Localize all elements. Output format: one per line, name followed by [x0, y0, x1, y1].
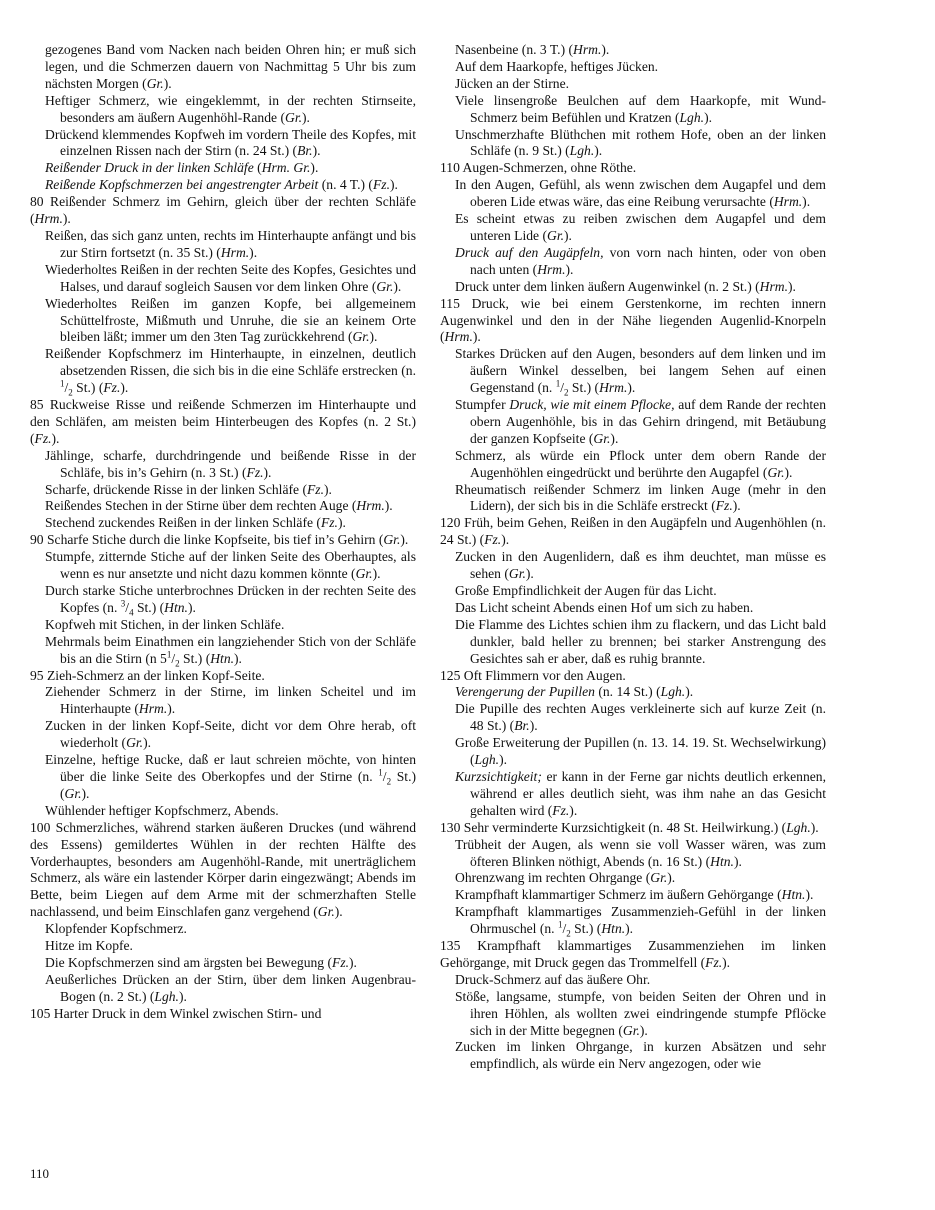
symptom-entry: Viele linsengroße Beulchen auf dem Haarkopfe, mit Wund-Schmerz beim Befühlen und Kratzen (Lgh.). [455, 92, 826, 125]
symptom-entry: Druck unter dem linken äußern Augenwinkel (n. 2 St.) (Hrm.). [455, 278, 796, 294]
symptom-entry: In den Augen, Gefühl, als wenn zwischen dem Augapfel und dem oberen Lide etwas wäre, das eine Reibung verursachte (Hrm.). [455, 177, 826, 210]
symptom-entry: Hitze im Kopfe. [45, 938, 133, 954]
symptom-entry: Heftiger Schmerz, wie eingeklemmt, in der rechten Stirnseite, besonders am äußern Augenhöhl-Rande (Gr.). [45, 92, 416, 125]
symptom-entry: Ohrenzwang im rechten Ohrgange (Gr.). [455, 870, 676, 886]
symptom-entry: Starkes Drücken auf den Augen, besonders auf dem linken und im äußern Winkel desselben, bei langem Sehen auf einen Gegenstand (n. $^1/_2$ St.) (Hrm.). [455, 346, 826, 398]
symptom-entry: 105 Harter Druck in dem Winkel zwischen Stirn- und [30, 1005, 322, 1021]
symptom-entry: Verengerung der Pupillen (n. 14 St.) (Lgh.). [455, 684, 694, 700]
symptom-entry: Die Kopfschmerzen sind am ärgsten bei Bewegung (Fz.). [45, 954, 357, 970]
symptom-entry: Aeußerliches Drücken an der Stirn, über dem linken Augenbrau-Bogen (n. 2 St.) (Lgh.). [45, 971, 416, 1004]
symptom-entry: Zucken in der linken Kopf-Seite, dicht vor dem Ohre herab, oft wiederholt (Gr.). [45, 718, 416, 751]
symptom-entry: Trübheit der Augen, als wenn sie voll Wasser wären, was zum öfteren Blinken nöthigt, Abends (n. 16 St.) (Htn.). [455, 836, 826, 869]
symptom-entry: Wiederholtes Reißen in der rechten Seite des Kopfes, Gesichtes und Halses, und darauf sogleich Sausen vor dem linken Ohre (Gr.). [45, 261, 416, 294]
symptom-entry: Jählinge, scharfe, durchdringende und beißende Risse in der Schläfe, bis in’s Gehirn (n. 3 St.) (Fz.). [45, 447, 416, 480]
symptom-entry: 95 Zieh-Schmerz an der linken Kopf-Seite. [30, 667, 265, 683]
symptom-entry: Druck auf den Augäpfeln, von vorn nach hinten, oder von oben nach unten (Hrm.). [455, 244, 826, 277]
left-column [30, 42, 416, 1023]
symptom-entry: Kopfweh mit Stichen, in der linken Schläfe. [45, 616, 285, 632]
symptom-entry: Wiederholtes Reißen im ganzen Kopfe, bei allgemeinem Schüttelfroste, Mißmuth und Unruhe, die sie an keinem Orte bleiben läßt; immer um den 3ten Tag zurückkehrend (Gr.). [45, 295, 416, 345]
symptom-entry: Das Licht scheint Abends einen Hof um sich zu haben. [455, 599, 754, 615]
symptom-entry: Krampfhaft klammartiges Zusammenzieh-Gefühl in der linken Ohrmuschel (n. $^1/_2$ St.) (Htn.). [455, 904, 826, 939]
symptom-entry: Stöße, langsame, stumpfe, von beiden Seiten der Ohren und in ihren Höhlen, als wollten zwei eindringende stumpfe Pflöcke sich in der Mitte begegnen (Gr.). [455, 988, 826, 1038]
symptom-entry: Stechend zuckendes Reißen in der linken Schläfe (Fz.). [45, 515, 346, 531]
symptom-entry: 130 Sehr verminderte Kurzsichtigkeit (n. 48 St. Heilwirkung.) (Lgh.). [440, 819, 819, 835]
symptom-entry: Zucken in den Augenlidern, daß es ihm deuchtet, man müsse es sehen (Gr.). [455, 549, 826, 582]
symptom-entry: Reißendes Stechen in der Stirne über dem rechten Auge (Hrm.). [45, 498, 393, 514]
symptom-entry: Wühlender heftiger Kopfschmerz, Abends. [45, 802, 279, 818]
symptom-entry: 120 Früh, beim Gehen, Reißen in den Augäpfeln und Augenhöhlen (n. 24 St.) (Fz.). [440, 515, 826, 548]
symptom-entry: Nasenbeine (n. 3 T.) (Hrm.). [455, 42, 610, 57]
symptom-entry: 85 Ruckweise Risse und reißende Schmerzen im Hinterhaupte und den Schläfen, am meisten beim Hinterbeugen des Kopfes (n. 2 St.) (Fz.). [30, 397, 416, 446]
symptom-entry: Ziehender Schmerz in der Stirne, im linken Scheitel und im Hinterhaupte (Hrm.). [45, 684, 416, 717]
right-column [440, 42, 826, 1073]
symptom-entry: 80 Reißender Schmerz im Gehirn, gleich über der rechten Schläfe (Hrm.). [30, 194, 416, 227]
symptom-entry: Jücken an der Stirne. [455, 75, 570, 91]
symptom-entry: Stumpfe, zitternde Stiche auf der linken Seite des Oberhauptes, als wenn es nur ansetzte und nicht dazu kommen könnte (Gr.). [45, 549, 416, 582]
symptom-entry: 135 Krampfhaft klammartiges Zusammenziehen im linken Gehörgange, mit Druck gegen das Trommelfell (Fz.). [440, 938, 826, 970]
symptom-entry: Zucken im linken Ohrgange, in kurzen Absätzen und sehr empfindlich, als würde ein Nerv angezogen, oder wie [455, 1039, 826, 1072]
symptom-entry: Große Erweiterung der Pupillen (n. 13. 14. 19. St. Wechselwirkung) (Lgh.). [455, 735, 826, 768]
symptom-entry: Drückend klemmendes Kopfweh im vordern Theile des Kopfes, mit einzelnen Rissen nach der Stirn (n. 24 St.) (Br.). [45, 126, 416, 159]
symptom-entry: Mehrmals beim Einathmen ein langziehender Stich von der Schläfe bis an die Stirn (n $5^1/_2$ St.) (Htn.). [45, 633, 416, 669]
page-number: 110 [30, 1166, 50, 1181]
symptom-entry: Einzelne, heftige Rucke, daß er laut schreien möchte, von hinten über die linke Seite des Oberkopfes und der Stirne (n. $^1/_2$ St.) (Gr.). [45, 752, 416, 801]
symptom-entry: Reißen, das sich ganz unten, rechts im Hinterhaupte anfängt und bis zur Stirn fortsetzt (n. 35 St.) (Hrm.). [45, 227, 416, 260]
symptom-entry: 125 Oft Flimmern vor den Augen. [440, 667, 626, 683]
symptom-entry: Reißender Druck in der linken Schläfe (Hrm. Gr.). [45, 160, 319, 176]
symptom-entry: Unschmerzhafte Blüthchen mit rothem Hofe, oben an der linken Schläfe (n. 9 St.) (Lgh.). [455, 126, 826, 159]
symptom-entry: Schmerz, als würde ein Pflock unter dem obern Rande der Augenhöhlen eingedrückt und berührte den Augapfel (Gr.). [455, 447, 826, 480]
symptom-entry: Krampfhaft klammartiger Schmerz im äußern Gehörgange (Htn.). [455, 887, 814, 903]
symptom-entry: Es scheint etwas zu reiben zwischen dem Augapfel und dem unteren Lide (Gr.). [455, 211, 826, 243]
symptom-entry: Die Pupille des rechten Auges verkleinerte sich auf kurze Zeit (n. 48 St.) (Br.). [455, 701, 826, 734]
symptom-entry: Druck-Schmerz auf das äußere Ohr. [455, 971, 651, 987]
symptom-entry: gezogenes Band vom Nacken nach beiden Ohren hin; er muß sich legen, und die Schmerzen dauern von Nachmittag 5 Uhr bis zum nächsten Morgen (Gr.). [45, 42, 416, 91]
symptom-entry: Auf dem Haarkopfe, heftiges Jücken. [455, 58, 659, 74]
symptom-entry: Reißende Kopfschmerzen bei angestrengter Arbeit (n. 4 T.) (Fz.). [45, 177, 398, 193]
symptom-entry: Kurzsichtigkeit; er kann in der Ferne gar nichts deutlich erkennen, während er alles deutlich sieht, was ihm nahe an das Gesicht gehalten wird (Fz.). [455, 768, 826, 818]
symptom-entry: Klopfender Kopfschmerz. [45, 921, 187, 937]
symptom-entry: Scharfe, drückende Risse in der linken Schläfe (Fz.). [45, 481, 332, 497]
symptom-entry: Reißender Kopfschmerz im Hinterhaupte, in einzelnen, deutlich absetzenden Rissen, die sich bis in die eine Schläfe erstrecken (n. $^1/_2$ St.) (Fz.). [45, 346, 416, 398]
symptom-entry: 100 Schmerzliches, während starken äußeren Druckes (und während des Essens) gemildertes Wühlen in der rechten Hälfte des Vorderhauptes, besonders am Augenhöhl-Rande, mit unerträglichem Schmerz, als wäre ein lastender Körper darin eingezwängt; Abends im Bette, beim Liegen auf dem Arme mit der schmerzhaften Stelle nachlassend, und beim Einschlafen ganz vergehend (Gr.). [30, 819, 416, 920]
symptom-entry: Stumpfer Druck, wie mit einem Pflocke, auf dem Rande der rechten obern Augenhöhle, bis in das Gehirn dringend, mit Betäubung der ganzen Kopfseite (Gr.). [455, 397, 826, 446]
symptom-entry: Große Empfindlichkeit der Augen für das Licht. [455, 583, 717, 598]
symptom-entry: Durch starke Stiche unterbrochnes Drücken in der rechten Seite des Kopfes (n. $^3/_4$ St.) (Htn.). [45, 583, 416, 618]
symptom-entry: Die Flamme des Lichtes schien ihm zu flackern, und das Licht bald dunkler, bald heller zu brennen; bei starker Anstrengung des Gesichtes sah er aber, daß es ruhig brannte. [455, 616, 826, 666]
symptom-entry: 115 Druck, wie bei einem Gerstenkorne, im rechten innern Augenwinkel und den in der Nähe liegenden Augenlid-Knorpeln (Hrm.). [440, 295, 826, 345]
symptom-entry: Rheumatisch reißender Schmerz im linken Auge (mehr in den Lidern), der sich bis in die Schläfe erstreckt (Fz.). [455, 481, 826, 514]
symptom-entry: 90 Scharfe Stiche durch die linke Kopfseite, bis tief in’s Gehirn (Gr.). [30, 532, 409, 548]
symptom-entry: 110 Augen-Schmerzen, ohne Röthe. [440, 160, 637, 176]
